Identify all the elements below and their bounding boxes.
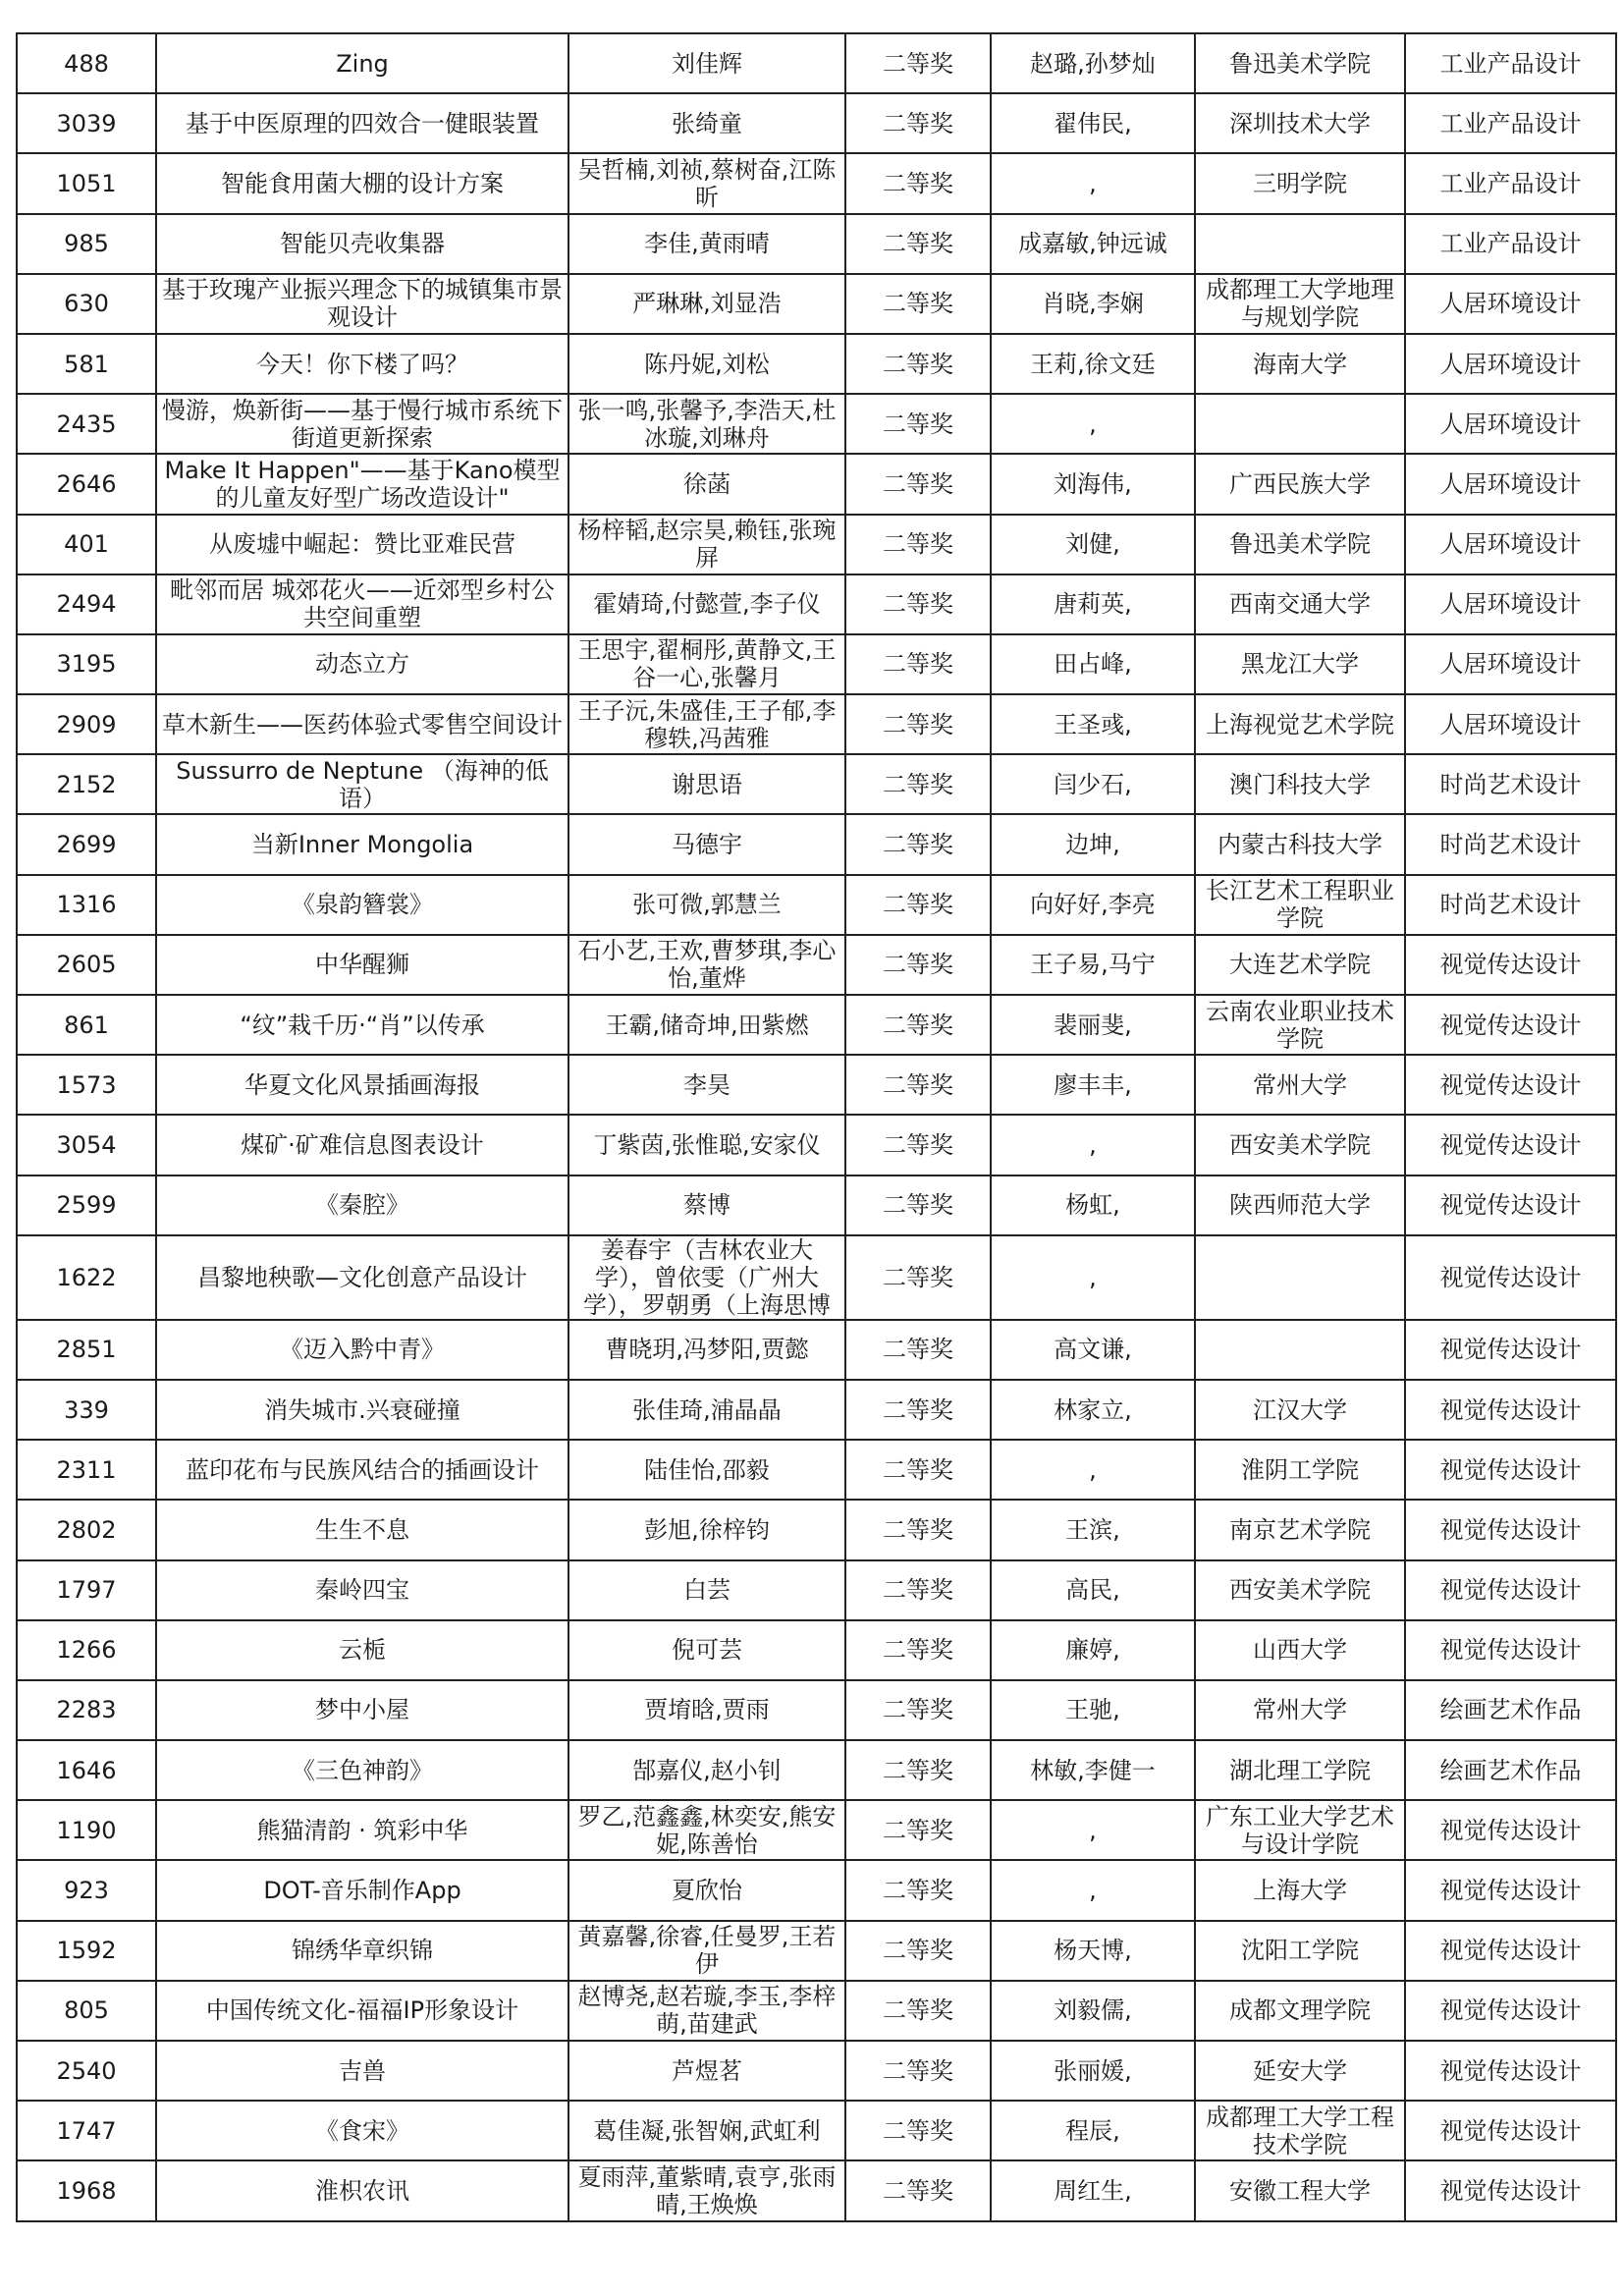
table-row bbox=[17, 1055, 1616, 1115]
award-level-cell: 二等奖 bbox=[845, 754, 991, 814]
authors-cell: 刘佳辉 bbox=[568, 33, 845, 93]
award-level-cell: 二等奖 bbox=[845, 1320, 991, 1380]
school-cell bbox=[1195, 1320, 1405, 1380]
category-cell: 视觉传达设计 bbox=[1405, 1921, 1616, 1981]
school-cell: 广西民族大学 bbox=[1195, 454, 1405, 514]
authors-cell: 严琳琳,刘显浩 bbox=[568, 274, 845, 334]
authors-cell: 姜春宇（吉林农业大学），曾依雯（广州大学），罗朝勇（上海思博 bbox=[568, 1235, 845, 1320]
school-cell: 成都理工大学地理与规划学院 bbox=[1195, 274, 1405, 334]
work-title-cell: 淮枳农讯 bbox=[156, 2160, 568, 2220]
entry-id-cell: 401 bbox=[17, 515, 156, 574]
entry-id-cell: 2605 bbox=[17, 935, 156, 995]
work-title-cell: Sussurro de Neptune （海神的低语） bbox=[156, 754, 568, 814]
category-cell: 人居环境设计 bbox=[1405, 574, 1616, 634]
authors-cell: 赵博尧,赵若璇,李玉,李梓萌,苗建武 bbox=[568, 1981, 845, 2041]
entry-id-cell: 2646 bbox=[17, 454, 156, 514]
table-row bbox=[17, 153, 1616, 213]
award-level-cell: 二等奖 bbox=[845, 153, 991, 213]
work-title-cell: 锦绣华章织锦 bbox=[156, 1921, 568, 1981]
authors-cell: 彭旭,徐梓钧 bbox=[568, 1500, 845, 1559]
advisors-cell: 闫少石, bbox=[991, 754, 1195, 814]
authors-cell: 贾堉晗,贾雨 bbox=[568, 1680, 845, 1740]
authors-cell: 王霸,储奇坤,田紫燃 bbox=[568, 995, 845, 1055]
work-title-cell: 华夏文化风景插画海报 bbox=[156, 1055, 568, 1115]
table-body bbox=[17, 33, 1616, 2221]
work-title-cell: 生生不息 bbox=[156, 1500, 568, 1559]
table-row bbox=[17, 274, 1616, 334]
category-cell: 视觉传达设计 bbox=[1405, 1800, 1616, 1860]
authors-cell: 葛佳凝,张智娴,武虹利 bbox=[568, 2101, 845, 2160]
work-title-cell: 蓝印花布与民族风结合的插画设计 bbox=[156, 1440, 568, 1500]
authors-cell: 郜嘉仪,赵小钊 bbox=[568, 1740, 845, 1800]
work-title-cell: 基于中医原理的四效合一健眼装置 bbox=[156, 93, 568, 153]
category-cell: 视觉传达设计 bbox=[1405, 1175, 1616, 1235]
work-title-cell: 昌黎地秧歌—文化创意产品设计 bbox=[156, 1235, 568, 1320]
category-cell: 视觉传达设计 bbox=[1405, 1320, 1616, 1380]
entry-id-cell: 2435 bbox=[17, 394, 156, 454]
authors-cell: 李昊 bbox=[568, 1055, 845, 1115]
table-row bbox=[17, 1680, 1616, 1740]
table-row bbox=[17, 1740, 1616, 1800]
advisors-cell: , bbox=[991, 1440, 1195, 1500]
award-level-cell: 二等奖 bbox=[845, 2041, 991, 2101]
work-title-cell: 《三色神韵》 bbox=[156, 1740, 568, 1800]
advisors-cell: 向好好,李亮 bbox=[991, 875, 1195, 935]
advisors-cell: 周红生, bbox=[991, 2160, 1195, 2220]
work-title-cell: 梦中小屋 bbox=[156, 1680, 568, 1740]
category-cell: 视觉传达设计 bbox=[1405, 2101, 1616, 2160]
work-title-cell: 《秦腔》 bbox=[156, 1175, 568, 1235]
table-row bbox=[17, 33, 1616, 93]
school-cell: 西南交通大学 bbox=[1195, 574, 1405, 634]
table-row bbox=[17, 2041, 1616, 2101]
work-title-cell: 煤矿·矿难信息图表设计 bbox=[156, 1115, 568, 1175]
category-cell: 工业产品设计 bbox=[1405, 153, 1616, 213]
category-cell: 视觉传达设计 bbox=[1405, 1560, 1616, 1620]
school-cell: 上海视觉艺术学院 bbox=[1195, 694, 1405, 754]
entry-id-cell: 2851 bbox=[17, 1320, 156, 1380]
entry-id-cell: 581 bbox=[17, 334, 156, 394]
school-cell: 山西大学 bbox=[1195, 1620, 1405, 1680]
award-level-cell: 二等奖 bbox=[845, 515, 991, 574]
award-level-cell: 二等奖 bbox=[845, 1800, 991, 1860]
table-row bbox=[17, 1800, 1616, 1860]
work-title-cell: Zing bbox=[156, 33, 568, 93]
advisors-cell: 翟伟民, bbox=[991, 93, 1195, 153]
work-title-cell: 智能食用菌大棚的设计方案 bbox=[156, 153, 568, 213]
entry-id-cell: 2802 bbox=[17, 1500, 156, 1559]
table-row bbox=[17, 694, 1616, 754]
advisors-cell: 杨天博, bbox=[991, 1921, 1195, 1981]
category-cell: 视觉传达设计 bbox=[1405, 1860, 1616, 1920]
advisors-cell: 王子易,马宁 bbox=[991, 935, 1195, 995]
authors-cell: 陈丹妮,刘松 bbox=[568, 334, 845, 394]
award-level-cell: 二等奖 bbox=[845, 935, 991, 995]
advisors-cell: 王驰, bbox=[991, 1680, 1195, 1740]
entry-id-cell: 3054 bbox=[17, 1115, 156, 1175]
advisors-cell: 林家立, bbox=[991, 1380, 1195, 1440]
advisors-cell: , bbox=[991, 1800, 1195, 1860]
table-row bbox=[17, 1235, 1616, 1320]
entry-id-cell: 2909 bbox=[17, 694, 156, 754]
award-level-cell: 二等奖 bbox=[845, 1921, 991, 1981]
advisors-cell: , bbox=[991, 1115, 1195, 1175]
table-row bbox=[17, 93, 1616, 153]
category-cell: 视觉传达设计 bbox=[1405, 2160, 1616, 2220]
authors-cell: 芦煜茗 bbox=[568, 2041, 845, 2101]
authors-cell: 倪可芸 bbox=[568, 1620, 845, 1680]
advisors-cell: 刘健, bbox=[991, 515, 1195, 574]
work-title-cell: Make It Happen"——基于Kano模型的儿童友好型广场改造设计" bbox=[156, 454, 568, 514]
award-level-cell: 二等奖 bbox=[845, 1115, 991, 1175]
authors-cell: 张佳琦,浦晶晶 bbox=[568, 1380, 845, 1440]
award-level-cell: 二等奖 bbox=[845, 875, 991, 935]
school-cell: 成都理工大学工程技术学院 bbox=[1195, 2101, 1405, 2160]
school-cell: 内蒙古科技大学 bbox=[1195, 814, 1405, 874]
category-cell: 视觉传达设计 bbox=[1405, 1380, 1616, 1440]
entry-id-cell: 2699 bbox=[17, 814, 156, 874]
category-cell: 视觉传达设计 bbox=[1405, 2041, 1616, 2101]
table-row bbox=[17, 574, 1616, 634]
authors-cell: 张绮童 bbox=[568, 93, 845, 153]
table-row bbox=[17, 515, 1616, 574]
table-row bbox=[17, 1981, 1616, 2041]
award-level-cell: 二等奖 bbox=[845, 995, 991, 1055]
advisors-cell: 张丽媛, bbox=[991, 2041, 1195, 2101]
advisors-cell: , bbox=[991, 153, 1195, 213]
entry-id-cell: 861 bbox=[17, 995, 156, 1055]
advisors-cell: 廉婷, bbox=[991, 1620, 1195, 1680]
school-cell: 大连艺术学院 bbox=[1195, 935, 1405, 995]
authors-cell: 谢思语 bbox=[568, 754, 845, 814]
school-cell: 广东工业大学艺术与设计学院 bbox=[1195, 1800, 1405, 1860]
award-level-cell: 二等奖 bbox=[845, 1620, 991, 1680]
authors-cell: 蔡博 bbox=[568, 1175, 845, 1235]
table-row bbox=[17, 814, 1616, 874]
category-cell: 时尚艺术设计 bbox=[1405, 875, 1616, 935]
award-level-cell: 二等奖 bbox=[845, 2160, 991, 2220]
work-title-cell: 《食宋》 bbox=[156, 2101, 568, 2160]
work-title-cell: 熊猫清韵 · 筑彩中华 bbox=[156, 1800, 568, 1860]
award-level-cell: 二等奖 bbox=[845, 574, 991, 634]
table-row bbox=[17, 1921, 1616, 1981]
work-title-cell: 《泉韵簪裳》 bbox=[156, 875, 568, 935]
authors-cell: 陆佳怡,邵毅 bbox=[568, 1440, 845, 1500]
advisors-cell: 边坤, bbox=[991, 814, 1195, 874]
category-cell: 人居环境设计 bbox=[1405, 394, 1616, 454]
school-cell: 江汉大学 bbox=[1195, 1380, 1405, 1440]
awards-sheet bbox=[16, 32, 1617, 2222]
category-cell: 视觉传达设计 bbox=[1405, 995, 1616, 1055]
award-level-cell: 二等奖 bbox=[845, 1440, 991, 1500]
advisors-cell: 高民, bbox=[991, 1560, 1195, 1620]
award-level-cell: 二等奖 bbox=[845, 93, 991, 153]
work-title-cell: 《迈入黔中青》 bbox=[156, 1320, 568, 1380]
work-title-cell: 吉兽 bbox=[156, 2041, 568, 2101]
school-cell: 常州大学 bbox=[1195, 1055, 1405, 1115]
advisors-cell: 刘海伟, bbox=[991, 454, 1195, 514]
category-cell: 人居环境设计 bbox=[1405, 454, 1616, 514]
advisors-cell: 肖晓,李娴 bbox=[991, 274, 1195, 334]
school-cell: 陕西师范大学 bbox=[1195, 1175, 1405, 1235]
authors-cell: 霍婧琦,付懿萱,李子仪 bbox=[568, 574, 845, 634]
entry-id-cell: 1622 bbox=[17, 1235, 156, 1320]
table-row bbox=[17, 1620, 1616, 1680]
work-title-cell: 当新Inner Mongolia bbox=[156, 814, 568, 874]
work-title-cell: 动态立方 bbox=[156, 634, 568, 694]
entry-id-cell: 1646 bbox=[17, 1740, 156, 1800]
table-row bbox=[17, 214, 1616, 274]
authors-cell: 杨梓韬,赵宗昊,赖钰,张琬屏 bbox=[568, 515, 845, 574]
category-cell: 时尚艺术设计 bbox=[1405, 814, 1616, 874]
table-row bbox=[17, 875, 1616, 935]
authors-cell: 张可微,郭慧兰 bbox=[568, 875, 845, 935]
authors-cell: 李佳,黄雨晴 bbox=[568, 214, 845, 274]
table-row bbox=[17, 1115, 1616, 1175]
advisors-cell: 田占峰, bbox=[991, 634, 1195, 694]
table-row bbox=[17, 935, 1616, 995]
authors-cell: 黄嘉馨,徐睿,任曼罗,王若伊 bbox=[568, 1921, 845, 1981]
work-title-cell: 草木新生——医药体验式零售空间设计 bbox=[156, 694, 568, 754]
authors-cell: 石小艺,王欢,曹梦琪,李心怡,董烨 bbox=[568, 935, 845, 995]
advisors-cell: 成嘉敏,钟远诚 bbox=[991, 214, 1195, 274]
authors-cell: 张一鸣,张馨予,李浩天,杜冰璇,刘琳舟 bbox=[568, 394, 845, 454]
award-level-cell: 二等奖 bbox=[845, 1981, 991, 2041]
work-title-cell: 从废墟中崛起：赞比亚难民营 bbox=[156, 515, 568, 574]
authors-cell: 夏欣怡 bbox=[568, 1860, 845, 1920]
table-row bbox=[17, 1380, 1616, 1440]
entry-id-cell: 2494 bbox=[17, 574, 156, 634]
entry-id-cell: 1051 bbox=[17, 153, 156, 213]
advisors-cell: , bbox=[991, 394, 1195, 454]
school-cell: 澳门科技大学 bbox=[1195, 754, 1405, 814]
entry-id-cell: 2283 bbox=[17, 1680, 156, 1740]
award-level-cell: 二等奖 bbox=[845, 1175, 991, 1235]
advisors-cell: 唐莉英, bbox=[991, 574, 1195, 634]
school-cell: 海南大学 bbox=[1195, 334, 1405, 394]
category-cell: 人居环境设计 bbox=[1405, 274, 1616, 334]
award-level-cell: 二等奖 bbox=[845, 1055, 991, 1115]
category-cell: 时尚艺术设计 bbox=[1405, 754, 1616, 814]
entry-id-cell: 488 bbox=[17, 33, 156, 93]
award-level-cell: 二等奖 bbox=[845, 274, 991, 334]
award-level-cell: 二等奖 bbox=[845, 394, 991, 454]
category-cell: 绘画艺术作品 bbox=[1405, 1680, 1616, 1740]
table-row bbox=[17, 634, 1616, 694]
advisors-cell: 高文谦, bbox=[991, 1320, 1195, 1380]
entry-id-cell: 2311 bbox=[17, 1440, 156, 1500]
award-level-cell: 二等奖 bbox=[845, 1680, 991, 1740]
table-row bbox=[17, 1860, 1616, 1920]
school-cell: 三明学院 bbox=[1195, 153, 1405, 213]
advisors-cell: , bbox=[991, 1860, 1195, 1920]
award-level-cell: 二等奖 bbox=[845, 334, 991, 394]
advisors-cell: , bbox=[991, 1235, 1195, 1320]
authors-cell: 曹晓玥,冯梦阳,贾懿 bbox=[568, 1320, 845, 1380]
award-level-cell: 二等奖 bbox=[845, 454, 991, 514]
advisors-cell: 林敏,李健一 bbox=[991, 1740, 1195, 1800]
advisors-cell: 刘毅儒, bbox=[991, 1981, 1195, 2041]
authors-cell: 夏雨萍,董紫晴,袁亨,张雨晴,王焕焕 bbox=[568, 2160, 845, 2220]
school-cell: 鲁迅美术学院 bbox=[1195, 515, 1405, 574]
table-row bbox=[17, 1500, 1616, 1559]
category-cell: 人居环境设计 bbox=[1405, 515, 1616, 574]
award-level-cell: 二等奖 bbox=[845, 33, 991, 93]
table-row bbox=[17, 1320, 1616, 1380]
advisors-cell: 王圣彧, bbox=[991, 694, 1195, 754]
school-cell: 淮阴工学院 bbox=[1195, 1440, 1405, 1500]
advisors-cell: 赵璐,孙梦灿 bbox=[991, 33, 1195, 93]
work-title-cell: 消失城市.兴衰碰撞 bbox=[156, 1380, 568, 1440]
category-cell: 视觉传达设计 bbox=[1405, 1620, 1616, 1680]
authors-cell: 白芸 bbox=[568, 1560, 845, 1620]
entry-id-cell: 1968 bbox=[17, 2160, 156, 2220]
work-title-cell: 中国传统文化-福福IP形象设计 bbox=[156, 1981, 568, 2041]
category-cell: 人居环境设计 bbox=[1405, 334, 1616, 394]
school-cell bbox=[1195, 394, 1405, 454]
authors-cell: 罗乙,范鑫鑫,林奕安,熊安妮,陈善怡 bbox=[568, 1800, 845, 1860]
work-title-cell: DOT-音乐制作App bbox=[156, 1860, 568, 1920]
category-cell: 绘画艺术作品 bbox=[1405, 1740, 1616, 1800]
school-cell: 延安大学 bbox=[1195, 2041, 1405, 2101]
entry-id-cell: 1573 bbox=[17, 1055, 156, 1115]
entry-id-cell: 2152 bbox=[17, 754, 156, 814]
work-title-cell: 今天！你下楼了吗？ bbox=[156, 334, 568, 394]
entry-id-cell: 805 bbox=[17, 1981, 156, 2041]
entry-id-cell: 1592 bbox=[17, 1921, 156, 1981]
advisors-cell: 廖丰丰, bbox=[991, 1055, 1195, 1115]
school-cell: 常州大学 bbox=[1195, 1680, 1405, 1740]
table-row bbox=[17, 995, 1616, 1055]
category-cell: 视觉传达设计 bbox=[1405, 1500, 1616, 1559]
work-title-cell: 基于玫瑰产业振兴理念下的城镇集市景观设计 bbox=[156, 274, 568, 334]
advisors-cell: 王滨, bbox=[991, 1500, 1195, 1559]
table-row bbox=[17, 1175, 1616, 1235]
school-cell: 安徽工程大学 bbox=[1195, 2160, 1405, 2220]
award-level-cell: 二等奖 bbox=[845, 814, 991, 874]
entry-id-cell: 2599 bbox=[17, 1175, 156, 1235]
table-row bbox=[17, 2160, 1616, 2220]
award-level-cell: 二等奖 bbox=[845, 1500, 991, 1559]
school-cell: 黑龙江大学 bbox=[1195, 634, 1405, 694]
advisors-cell: 裴丽斐, bbox=[991, 995, 1195, 1055]
school-cell: 湖北理工学院 bbox=[1195, 1740, 1405, 1800]
school-cell: 南京艺术学院 bbox=[1195, 1500, 1405, 1559]
school-cell: 西安美术学院 bbox=[1195, 1560, 1405, 1620]
category-cell: 工业产品设计 bbox=[1405, 214, 1616, 274]
school-cell: 鲁迅美术学院 bbox=[1195, 33, 1405, 93]
work-title-cell: “纹”栽千历·“肖”以传承 bbox=[156, 995, 568, 1055]
advisors-cell: 王莉,徐文廷 bbox=[991, 334, 1195, 394]
advisors-cell: 程辰, bbox=[991, 2101, 1195, 2160]
award-level-cell: 二等奖 bbox=[845, 1235, 991, 1320]
work-title-cell: 智能贝壳收集器 bbox=[156, 214, 568, 274]
authors-cell: 马德宇 bbox=[568, 814, 845, 874]
school-cell: 上海大学 bbox=[1195, 1860, 1405, 1920]
entry-id-cell: 923 bbox=[17, 1860, 156, 1920]
entry-id-cell: 1797 bbox=[17, 1560, 156, 1620]
entry-id-cell: 1747 bbox=[17, 2101, 156, 2160]
table-row bbox=[17, 1560, 1616, 1620]
school-cell: 云南农业职业技术学院 bbox=[1195, 995, 1405, 1055]
award-level-cell: 二等奖 bbox=[845, 1860, 991, 1920]
category-cell: 工业产品设计 bbox=[1405, 93, 1616, 153]
work-title-cell: 云栀 bbox=[156, 1620, 568, 1680]
work-title-cell: 慢游，焕新街——基于慢行城市系统下街道更新探索 bbox=[156, 394, 568, 454]
category-cell: 工业产品设计 bbox=[1405, 33, 1616, 93]
awards-table bbox=[16, 32, 1617, 2222]
entry-id-cell: 1266 bbox=[17, 1620, 156, 1680]
entry-id-cell: 985 bbox=[17, 214, 156, 274]
category-cell: 视觉传达设计 bbox=[1405, 1115, 1616, 1175]
entry-id-cell: 3039 bbox=[17, 93, 156, 153]
school-cell bbox=[1195, 214, 1405, 274]
school-cell: 成都文理学院 bbox=[1195, 1981, 1405, 2041]
work-title-cell: 秦岭四宝 bbox=[156, 1560, 568, 1620]
authors-cell: 吴哲楠,刘祯,蔡树奋,江陈昕 bbox=[568, 153, 845, 213]
entry-id-cell: 339 bbox=[17, 1380, 156, 1440]
entry-id-cell: 2540 bbox=[17, 2041, 156, 2101]
entry-id-cell: 630 bbox=[17, 274, 156, 334]
entry-id-cell: 1190 bbox=[17, 1800, 156, 1860]
school-cell: 长江艺术工程职业学院 bbox=[1195, 875, 1405, 935]
category-cell: 视觉传达设计 bbox=[1405, 1981, 1616, 2041]
award-level-cell: 二等奖 bbox=[845, 1560, 991, 1620]
table-row bbox=[17, 454, 1616, 514]
table-row bbox=[17, 1440, 1616, 1500]
category-cell: 人居环境设计 bbox=[1405, 694, 1616, 754]
table-row bbox=[17, 394, 1616, 454]
authors-cell: 丁紫茵,张惟聪,安家仪 bbox=[568, 1115, 845, 1175]
award-level-cell: 二等奖 bbox=[845, 214, 991, 274]
advisors-cell: 杨虹, bbox=[991, 1175, 1195, 1235]
authors-cell: 王子沅,朱盛佳,王子郁,李穆轶,冯茜雅 bbox=[568, 694, 845, 754]
category-cell: 视觉传达设计 bbox=[1405, 1055, 1616, 1115]
work-title-cell: 中华醒狮 bbox=[156, 935, 568, 995]
award-level-cell: 二等奖 bbox=[845, 634, 991, 694]
award-level-cell: 二等奖 bbox=[845, 2101, 991, 2160]
table-row bbox=[17, 2101, 1616, 2160]
work-title-cell: 毗邻而居 城郊花火——近郊型乡村公共空间重塑 bbox=[156, 574, 568, 634]
authors-cell: 王思宇,翟桐彤,黄静文,王谷一心,张馨月 bbox=[568, 634, 845, 694]
entry-id-cell: 3195 bbox=[17, 634, 156, 694]
authors-cell: 徐菡 bbox=[568, 454, 845, 514]
school-cell: 沈阳工学院 bbox=[1195, 1921, 1405, 1981]
table-row bbox=[17, 754, 1616, 814]
category-cell: 人居环境设计 bbox=[1405, 634, 1616, 694]
award-level-cell: 二等奖 bbox=[845, 1380, 991, 1440]
category-cell: 视觉传达设计 bbox=[1405, 1235, 1616, 1320]
award-level-cell: 二等奖 bbox=[845, 694, 991, 754]
school-cell: 西安美术学院 bbox=[1195, 1115, 1405, 1175]
entry-id-cell: 1316 bbox=[17, 875, 156, 935]
school-cell bbox=[1195, 1235, 1405, 1320]
school-cell: 深圳技术大学 bbox=[1195, 93, 1405, 153]
award-level-cell: 二等奖 bbox=[845, 1740, 991, 1800]
category-cell: 视觉传达设计 bbox=[1405, 1440, 1616, 1500]
table-row bbox=[17, 334, 1616, 394]
category-cell: 视觉传达设计 bbox=[1405, 935, 1616, 995]
